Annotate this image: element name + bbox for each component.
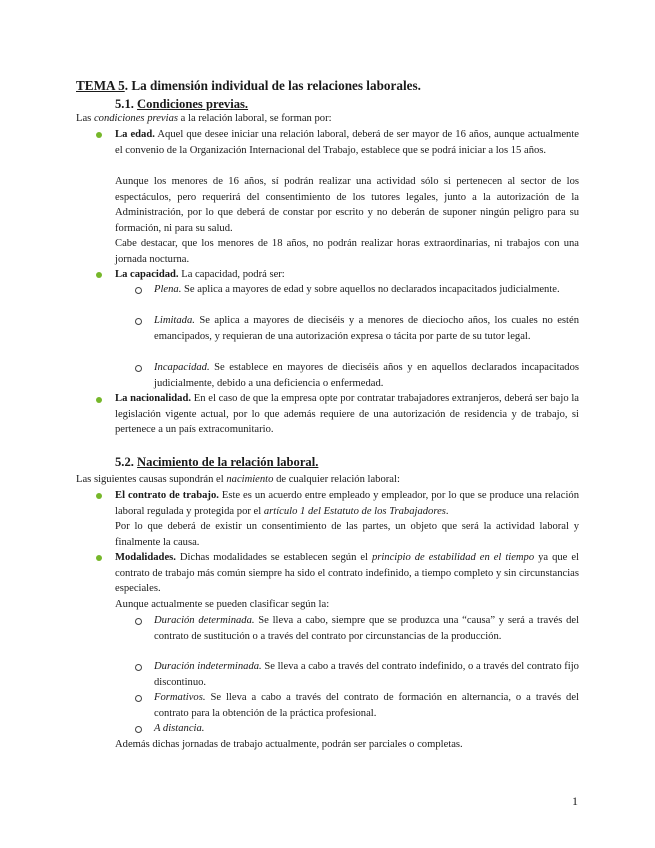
- bullet-icon: [95, 131, 103, 139]
- list-item-capacidad: La capacidad. La capacidad, podrá ser:: [115, 269, 285, 280]
- circle-bullet-icon: [135, 726, 142, 733]
- section-heading-1: 5.1. Condiciones previas.: [115, 97, 249, 111]
- bullet-icon: [95, 396, 103, 404]
- list-item-contrato: El contrato de trabajo. Este es un acuerdo entre empleado y empleador, por lo que se produce una relación laboral regulada y protegida por el artículo 1 del Estatuto de los Trabajadores.: [115, 490, 579, 517]
- document-title: TEMA 5. La dimensión individual de las relaciones laborales.: [76, 78, 421, 93]
- section-heading-2: 5.2. Nacimiento de la relación laboral.: [115, 455, 319, 469]
- circle-bullet-icon: [135, 365, 142, 372]
- capacidad-item-limitada: Limitada. Se aplica a mayores de dieciséis y a menores de dieciocho años, los cuales no estén emancipados, y requieran de una autorización expresa o tácita por parte de su tutor legal.: [154, 315, 579, 342]
- edad-paragraph-2: Aunque los menores de 16 años, sí podrán realizar una actividad sólo si pertenecen al sector de los espectáculos, pero requerirá del consentimiento de los tutores legales, junto a la autorización de la Administración, por lo que deberá de constar por escrito y no deberán de suponer ningún peligro para su formación, ni para su salud.: [115, 176, 579, 234]
- modalidad-item-determinada: Duración determinada. Se lleva a cabo, siempre que se produzca una “causa” y será a través del contrato de sustitución o a través del contrato por circunstancias de la producción.: [154, 615, 580, 642]
- list-item-edad: La edad. Aquel que desee iniciar una relación laboral, deberá de ser mayor de 16 años, aunque actualmente el convenio de la Organización Internacional del Trabajo, establece que se podrá iniciar a los 15 años.: [115, 129, 579, 156]
- modalidad-item-formativos: Formativos. Se lleva a cabo a través del contrato de formación en alternancia, o a través del contrato para la obtención de la práctica profesional.: [154, 692, 579, 719]
- bullet-icon: [95, 492, 103, 500]
- capacidad-item-plena: Plena. Se aplica a mayores de edad y sobre aquellos no declarados incapacitados judicialmente.: [154, 284, 560, 295]
- modalidad-item-indeterminada: Duración indeterminada. Se lleva a cabo a través del contrato indefinido, o a través del contrato fijo discontinuo.: [154, 661, 579, 688]
- modalidades-paragraph-3: Además dichas jornadas de trabajo actualmente, podrán ser parciales o completas.: [115, 739, 463, 750]
- modalidad-item-distancia: A distancia.: [154, 723, 205, 734]
- circle-bullet-icon: [135, 318, 142, 325]
- edad-paragraph-3: Cabe destacar, que los menores de 18 años, no podrán realizar horas extraordinarias, ni trabajos con una jornada nocturna.: [115, 238, 579, 265]
- capacidad-item-incapacidad: Incapacidad. Se establece en mayores de dieciséis años y en aquellos declarados incapacitados judicialmente, debido a una deficiencia o enfermedad.: [154, 362, 579, 389]
- bullet-icon: [95, 271, 103, 279]
- circle-bullet-icon: [135, 287, 142, 294]
- bullet-icon: [95, 554, 103, 562]
- section1-intro: Las condiciones previas a la relación laboral, se forman por:: [76, 113, 332, 124]
- list-item-modalidades: Modalidades. Dichas modalidades se establecen según el principio de estabilidad en el tiempo ya que el contrato de trabajo más común siempre ha sido el contrato indefinido, a tiempo completo y sin circunstancias especiales.: [115, 552, 579, 594]
- contrato-paragraph-2: Por lo que deberá de existir un consentimiento de las partes, un objeto que será la actividad laboral y finalmente la causa.: [115, 521, 579, 548]
- list-item-nacionalidad: La nacionalidad. En el caso de que la empresa opte por contratar trabajadores extranjeros, deberá ser bajo la legislación vigente actual, por lo que además requiere de una autorización de residencia y de trabajo, si pertenece a un país extracomunitario.: [115, 393, 579, 435]
- circle-bullet-icon: [135, 618, 142, 625]
- page-number: 1: [572, 794, 578, 808]
- section2-intro: Las siguientes causas supondrán el nacimiento de cualquier relación laboral:: [76, 474, 400, 485]
- circle-bullet-icon: [135, 664, 142, 671]
- modalidades-paragraph-2: Aunque actualmente se pueden clasificar según la:: [115, 599, 330, 610]
- circle-bullet-icon: [135, 695, 142, 702]
